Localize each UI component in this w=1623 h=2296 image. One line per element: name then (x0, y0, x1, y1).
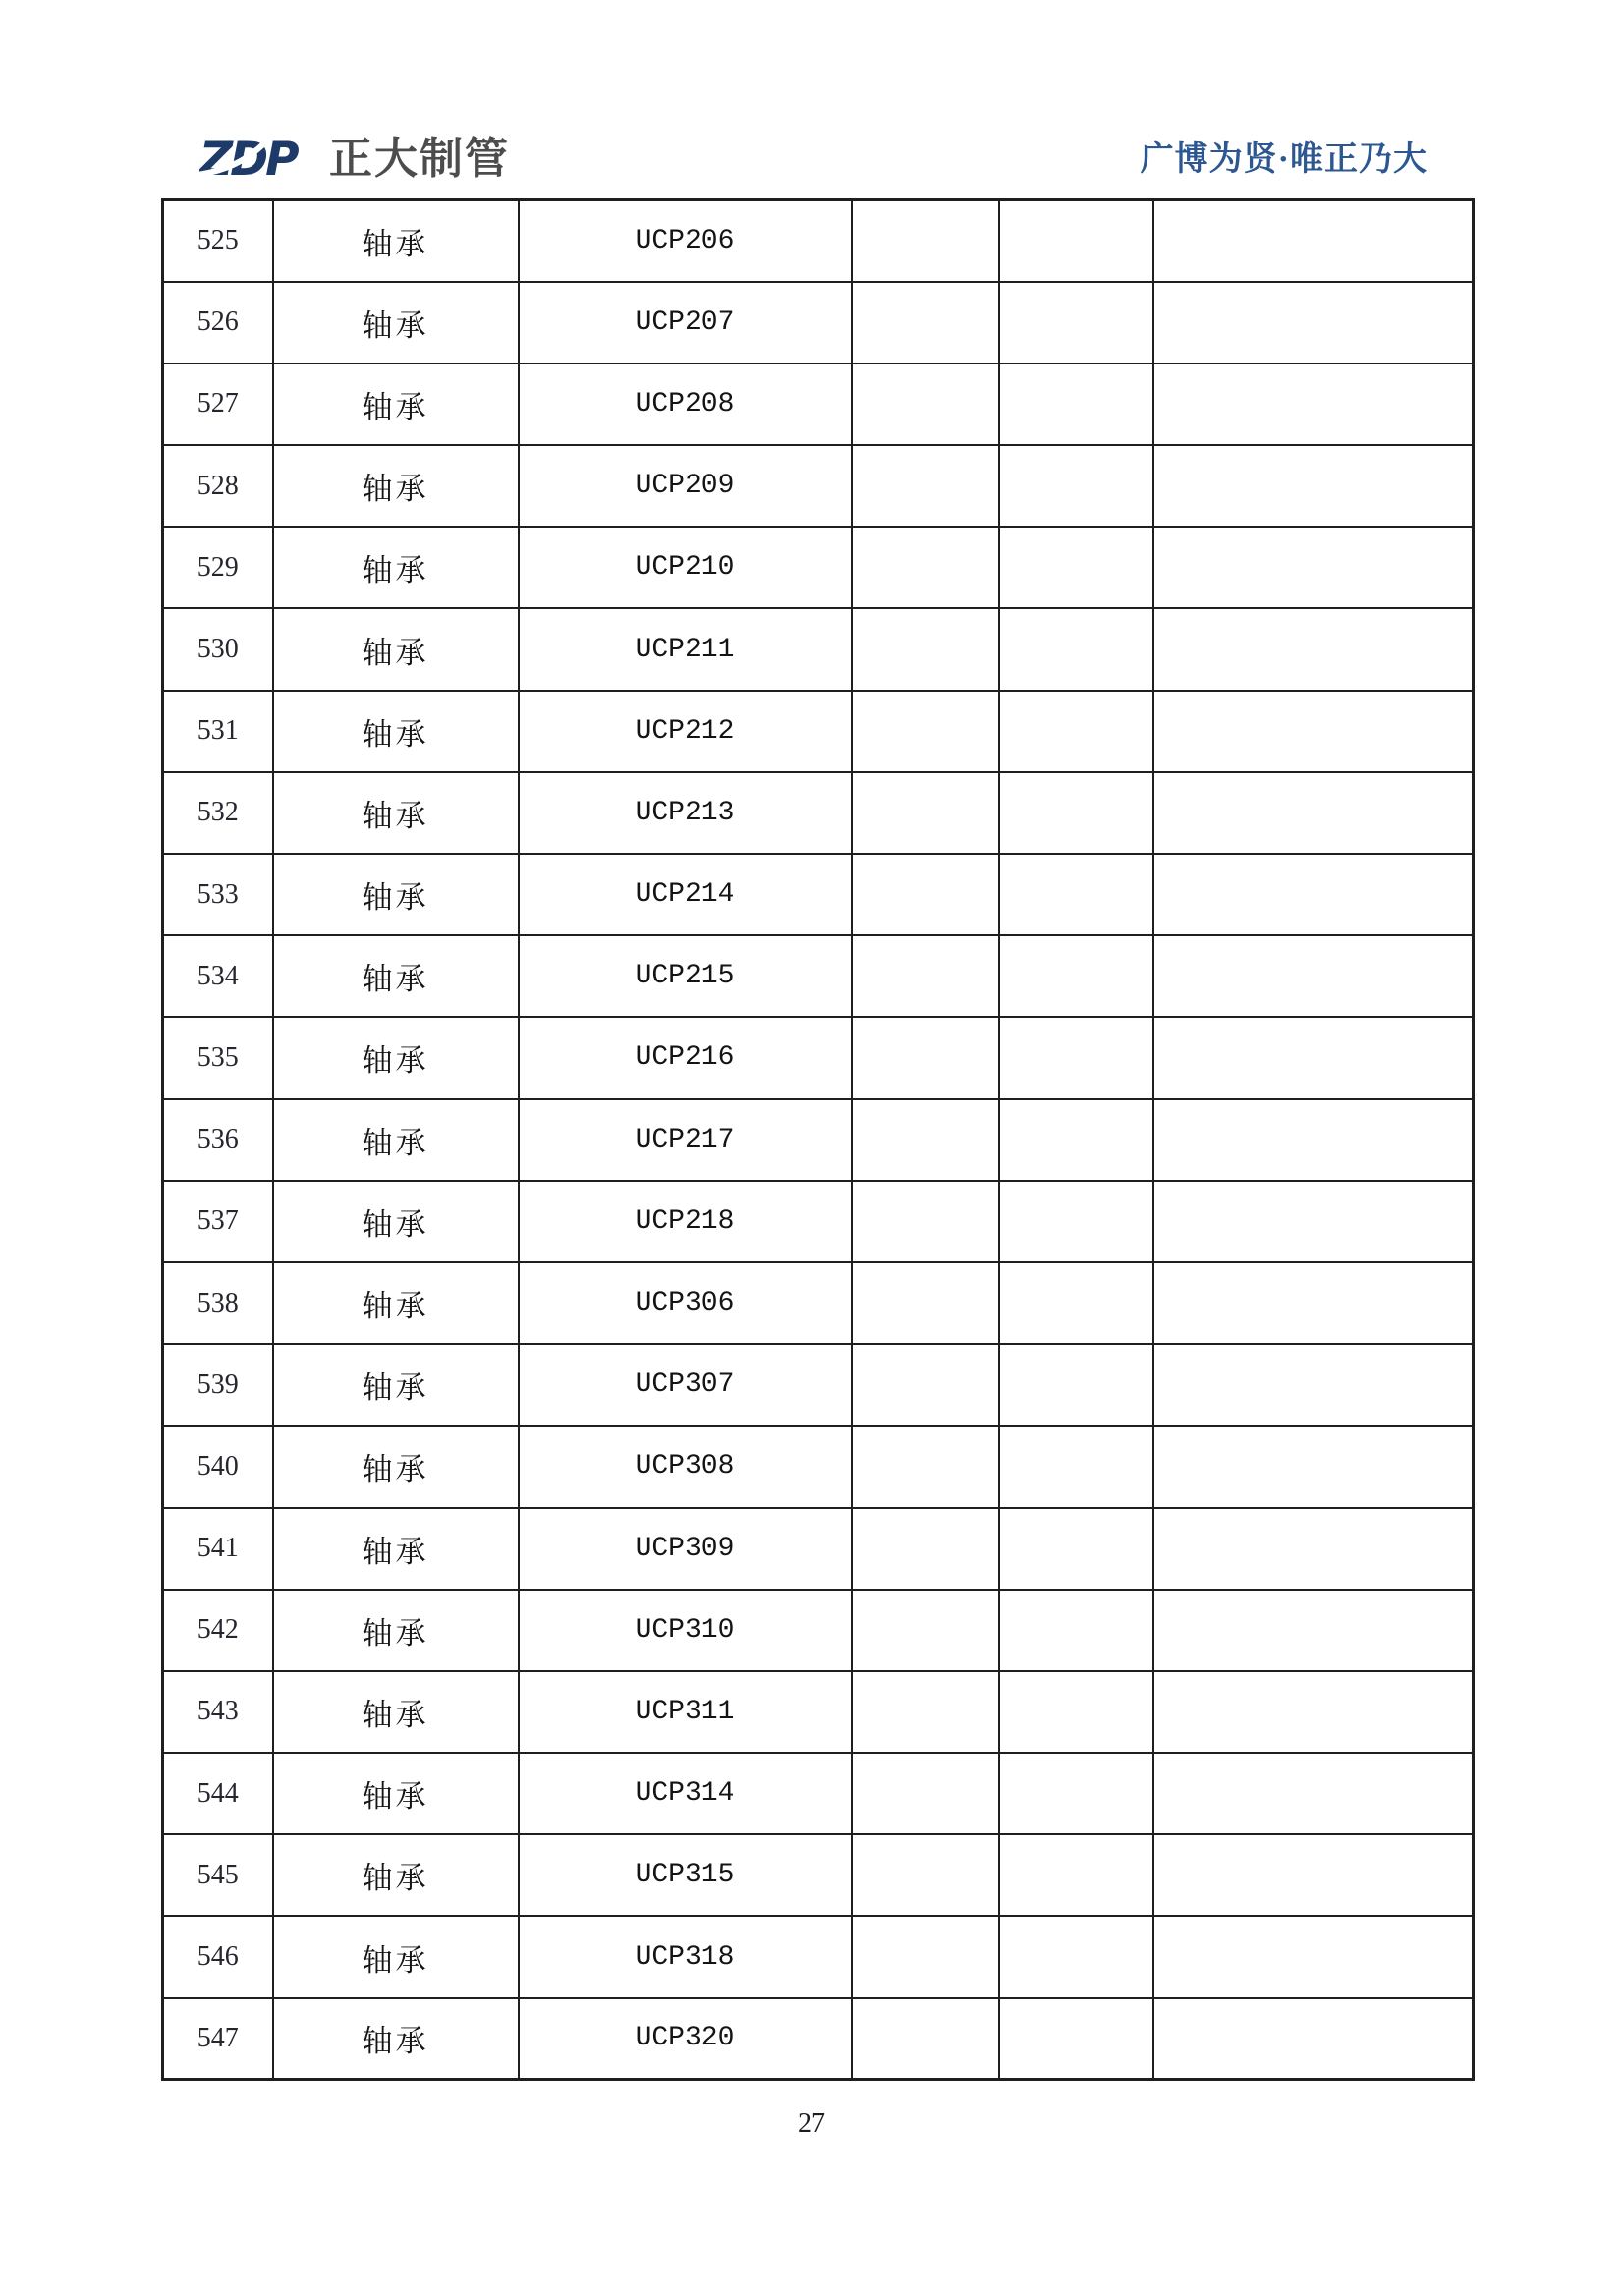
cell-category: 轴承 (273, 1508, 519, 1590)
cell-empty-3 (1153, 1099, 1474, 1181)
cell-row-number: 541 (163, 1508, 273, 1590)
cell-model: UCP217 (519, 1099, 852, 1181)
cell-empty-3 (1153, 1834, 1474, 1916)
cell-empty-2 (999, 1834, 1153, 1916)
cell-category: 轴承 (273, 445, 519, 527)
page-number: 27 (798, 2108, 825, 2139)
cell-category: 轴承 (273, 1590, 519, 1671)
cell-category: 轴承 (273, 854, 519, 935)
cell-empty-1 (852, 1834, 999, 1916)
cell-category: 轴承 (273, 608, 519, 690)
cell-empty-3 (1153, 772, 1474, 854)
cell-empty-2 (999, 1508, 1153, 1590)
cell-empty-3 (1153, 1262, 1474, 1344)
cell-row-number: 544 (163, 1753, 273, 1834)
cell-empty-1 (852, 200, 999, 282)
cell-category: 轴承 (273, 691, 519, 772)
cell-row-number: 530 (163, 608, 273, 690)
cell-row-number: 540 (163, 1426, 273, 1507)
cell-empty-2 (999, 200, 1153, 282)
table-row (163, 1671, 1474, 1753)
table-row (163, 1753, 1474, 1834)
cell-empty-3 (1153, 200, 1474, 282)
cell-row-number: 536 (163, 1099, 273, 1181)
cell-empty-3 (1153, 282, 1474, 364)
cell-empty-1 (852, 1590, 999, 1671)
table-row (163, 935, 1474, 1017)
cell-category: 轴承 (273, 1753, 519, 1834)
cell-row-number: 545 (163, 1834, 273, 1916)
cell-empty-1 (852, 772, 999, 854)
table-row (163, 1916, 1474, 1997)
cell-category: 轴承 (273, 1262, 519, 1344)
cell-category: 轴承 (273, 1017, 519, 1098)
cell-model: UCP315 (519, 1834, 852, 1916)
cell-empty-1 (852, 1017, 999, 1098)
cell-model: UCP206 (519, 200, 852, 282)
cell-row-number: 531 (163, 691, 273, 772)
cell-empty-1 (852, 282, 999, 364)
table-row (163, 445, 1474, 527)
cell-empty-3 (1153, 1590, 1474, 1671)
cell-row-number: 532 (163, 772, 273, 854)
cell-empty-2 (999, 691, 1153, 772)
cell-row-number: 537 (163, 1181, 273, 1262)
table-row (163, 691, 1474, 772)
table-row (163, 364, 1474, 445)
cell-category: 轴承 (273, 527, 519, 608)
cell-empty-1 (852, 691, 999, 772)
cell-empty-3 (1153, 527, 1474, 608)
cell-row-number: 525 (163, 200, 273, 282)
cell-empty-2 (999, 1262, 1153, 1344)
cell-row-number: 534 (163, 935, 273, 1017)
table-row (163, 1426, 1474, 1507)
cell-model: UCP207 (519, 282, 852, 364)
cell-empty-2 (999, 1590, 1153, 1671)
cell-empty-2 (999, 1998, 1153, 2080)
cell-empty-1 (852, 935, 999, 1017)
cell-empty-2 (999, 1426, 1153, 1507)
table-row (163, 1508, 1474, 1590)
cell-row-number: 529 (163, 527, 273, 608)
cell-empty-3 (1153, 1426, 1474, 1507)
cell-empty-3 (1153, 1508, 1474, 1590)
cell-category: 轴承 (273, 1344, 519, 1426)
cell-empty-2 (999, 1753, 1153, 1834)
cell-category: 轴承 (273, 364, 519, 445)
cell-row-number: 542 (163, 1590, 273, 1671)
cell-category: 轴承 (273, 1671, 519, 1753)
cell-model: UCP211 (519, 608, 852, 690)
cell-empty-2 (999, 1099, 1153, 1181)
cell-empty-2 (999, 364, 1153, 445)
table-row (163, 1344, 1474, 1426)
cell-empty-2 (999, 772, 1153, 854)
parts-table-body (163, 200, 1474, 2080)
table-row (163, 527, 1474, 608)
cell-empty-3 (1153, 1753, 1474, 1834)
cell-row-number: 533 (163, 854, 273, 935)
cell-empty-3 (1153, 1017, 1474, 1098)
cell-category: 轴承 (273, 935, 519, 1017)
cell-model: UCP213 (519, 772, 852, 854)
cell-model: UCP320 (519, 1998, 852, 2080)
cell-empty-2 (999, 608, 1153, 690)
cell-row-number: 528 (163, 445, 273, 527)
table-row (163, 1590, 1474, 1671)
table-row (163, 1998, 1474, 2080)
cell-empty-2 (999, 527, 1153, 608)
cell-row-number: 538 (163, 1262, 273, 1344)
cell-category: 轴承 (273, 1181, 519, 1262)
table-row (163, 282, 1474, 364)
cell-empty-1 (852, 1508, 999, 1590)
cell-empty-1 (852, 527, 999, 608)
cell-empty-1 (852, 445, 999, 527)
cell-empty-3 (1153, 1916, 1474, 1997)
cell-empty-1 (852, 1181, 999, 1262)
cell-category: 轴承 (273, 1916, 519, 1997)
cell-empty-3 (1153, 1344, 1474, 1426)
cell-empty-3 (1153, 854, 1474, 935)
cell-row-number: 535 (163, 1017, 273, 1098)
cell-empty-2 (999, 935, 1153, 1017)
cell-model: UCP309 (519, 1508, 852, 1590)
cell-empty-2 (999, 1017, 1153, 1098)
cell-model: UCP208 (519, 364, 852, 445)
cell-row-number: 543 (163, 1671, 273, 1753)
cell-model: UCP318 (519, 1916, 852, 1997)
cell-empty-2 (999, 1181, 1153, 1262)
table-row (163, 1017, 1474, 1098)
cell-empty-1 (852, 1753, 999, 1834)
cell-model: UCP215 (519, 935, 852, 1017)
cell-model: UCP212 (519, 691, 852, 772)
cell-row-number: 527 (163, 364, 273, 445)
cell-model: UCP310 (519, 1590, 852, 1671)
cell-row-number: 526 (163, 282, 273, 364)
cell-model: UCP307 (519, 1344, 852, 1426)
cell-category: 轴承 (273, 772, 519, 854)
company-logo (199, 134, 510, 185)
cell-empty-1 (852, 854, 999, 935)
cell-model: UCP306 (519, 1262, 852, 1344)
svg-text:ZDP: ZDP (199, 134, 297, 185)
cell-category: 轴承 (273, 1834, 519, 1916)
table-row (163, 772, 1474, 854)
cell-empty-1 (852, 608, 999, 690)
company-slogan: 广博为贤·唯正乃大 (1140, 141, 1427, 178)
cell-empty-1 (852, 1426, 999, 1507)
cell-category: 轴承 (273, 1998, 519, 2080)
cell-empty-1 (852, 1998, 999, 2080)
cell-row-number: 546 (163, 1916, 273, 1997)
company-name-text: 正大制管 (329, 135, 510, 183)
cell-empty-3 (1153, 935, 1474, 1017)
table-row (163, 854, 1474, 935)
table-row (163, 1181, 1474, 1262)
cell-category: 轴承 (273, 1426, 519, 1507)
cell-empty-2 (999, 1916, 1153, 1997)
cell-empty-2 (999, 445, 1153, 527)
cell-model: UCP311 (519, 1671, 852, 1753)
cell-empty-3 (1153, 1181, 1474, 1262)
cell-empty-1 (852, 1262, 999, 1344)
table-row (163, 200, 1474, 282)
cell-empty-1 (852, 1916, 999, 1997)
table-row (163, 608, 1474, 690)
cell-model: UCP314 (519, 1753, 852, 1834)
parts-table (161, 198, 1475, 2081)
cell-empty-3 (1153, 1998, 1474, 2080)
cell-model: UCP210 (519, 527, 852, 608)
cell-empty-3 (1153, 1671, 1474, 1753)
cell-model: UCP209 (519, 445, 852, 527)
cell-category: 轴承 (273, 282, 519, 364)
cell-category: 轴承 (273, 1099, 519, 1181)
cell-empty-3 (1153, 608, 1474, 690)
table-row (163, 1834, 1474, 1916)
cell-empty-1 (852, 364, 999, 445)
cell-model: UCP218 (519, 1181, 852, 1262)
cell-empty-1 (852, 1671, 999, 1753)
cell-model: UCP216 (519, 1017, 852, 1098)
cell-empty-2 (999, 854, 1153, 935)
cell-model: UCP214 (519, 854, 852, 935)
cell-empty-2 (999, 282, 1153, 364)
cell-empty-1 (852, 1099, 999, 1181)
cell-empty-2 (999, 1344, 1153, 1426)
zdp-logo-icon (199, 134, 315, 185)
table-row (163, 1262, 1474, 1344)
cell-empty-2 (999, 1671, 1153, 1753)
table-row (163, 1099, 1474, 1181)
cell-row-number: 547 (163, 1998, 273, 2080)
cell-model: UCP308 (519, 1426, 852, 1507)
cell-empty-1 (852, 1344, 999, 1426)
cell-empty-3 (1153, 445, 1474, 527)
cell-row-number: 539 (163, 1344, 273, 1426)
cell-category: 轴承 (273, 200, 519, 282)
cell-empty-3 (1153, 364, 1474, 445)
cell-empty-3 (1153, 691, 1474, 772)
